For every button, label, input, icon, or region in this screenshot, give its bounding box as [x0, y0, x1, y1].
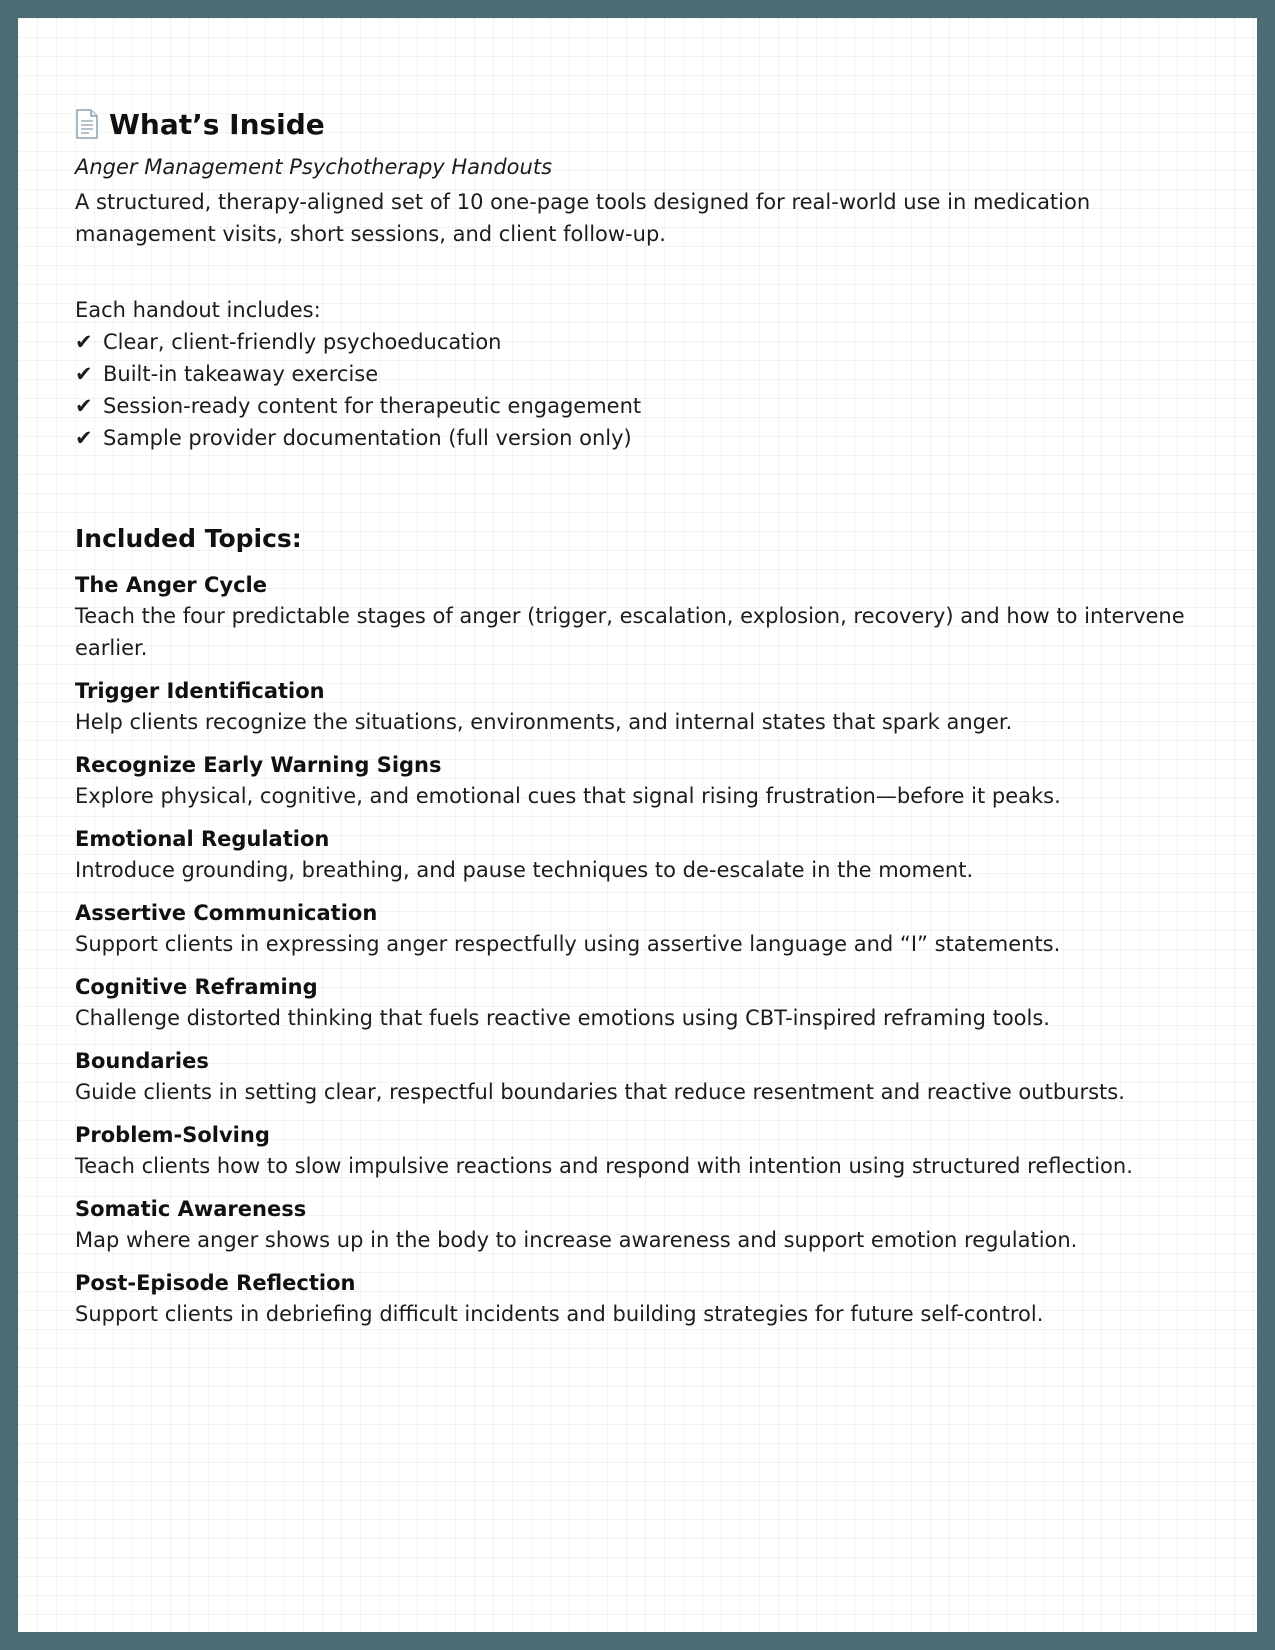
page-content [75, 104, 1205, 1330]
topic-item [75, 824, 1205, 886]
topic-name: Recognize Early Warning Signs [75, 753, 442, 777]
includes-item [75, 358, 1205, 390]
page-document-icon [75, 109, 99, 139]
topic-description: Support clients in expressing anger respectfully using assertive language and “I” statements. [75, 932, 1061, 956]
title-text: What’s Inside [109, 107, 325, 141]
document-subtitle: Anger Management Psychotherapy Handouts [75, 155, 553, 179]
includes-item [75, 390, 1205, 422]
topic-description: Map where anger shows up in the body to increase awareness and support emotion regulation. [75, 1228, 1078, 1252]
includes-item [75, 422, 1205, 454]
topic-item [75, 676, 1205, 738]
topic-description: Support clients in debriefing difficult incidents and building strategies for future self-control. [75, 1302, 1044, 1326]
topic-description: Guide clients in setting clear, respectful boundaries that reduce resentment and reactive outbursts. [75, 1080, 1125, 1104]
intro-paragraph: A structured, therapy-aligned set of 10 one-page tools designed for real-world use in medication management visits, short sessions, and client follow-up. [75, 190, 1091, 246]
page-title [75, 104, 1205, 144]
includes-item-text: Session-ready content for therapeutic engagement [103, 394, 642, 418]
topic-description: Introduce grounding, breathing, and pause techniques to de-escalate in the moment. [75, 858, 974, 882]
topics-list [75, 570, 1205, 1330]
check-mark-icon: ✔ [75, 362, 93, 386]
topic-description: Challenge distorted thinking that fuels reactive emotions using CBT-inspired reframing tools. [75, 1006, 1050, 1030]
topic-name: The Anger Cycle [75, 573, 267, 597]
topic-item [75, 1194, 1205, 1256]
topic-item [75, 750, 1205, 812]
topic-description: Teach the four predictable stages of anger (trigger, escalation, explosion, recovery) and how to intervene earlier. [75, 604, 1185, 660]
topic-name: Assertive Communication [75, 901, 378, 925]
topic-item [75, 1046, 1205, 1108]
topic-description: Teach clients how to slow impulsive reactions and respond with intention using structured reflection. [75, 1154, 1133, 1178]
topic-item [75, 898, 1205, 960]
includes-item-text: Sample provider documentation (full version only) [103, 426, 632, 450]
includes-item-text: Built-in takeaway exercise [103, 362, 379, 386]
topic-description: Help clients recognize the situations, environments, and internal states that spark anger. [75, 710, 1013, 734]
topic-name: Problem-Solving [75, 1123, 270, 1147]
check-mark-icon: ✔ [75, 394, 93, 418]
topic-item [75, 1120, 1205, 1182]
topic-name: Trigger Identification [75, 679, 325, 703]
includes-list [75, 326, 1205, 454]
topic-name: Somatic Awareness [75, 1197, 307, 1221]
document-page [18, 18, 1257, 1632]
topic-name: Emotional Regulation [75, 827, 330, 851]
topic-item [75, 570, 1205, 664]
topic-item [75, 972, 1205, 1034]
topic-item [75, 1268, 1205, 1330]
check-mark-icon: ✔ [75, 330, 93, 354]
includes-lead: Each handout includes: [75, 298, 321, 322]
check-mark-icon: ✔ [75, 426, 93, 450]
topics-heading: Included Topics: [75, 524, 302, 553]
topic-description: Explore physical, cognitive, and emotional cues that signal rising frustration—before it peaks. [75, 784, 1061, 808]
includes-item-text: Clear, client-friendly psychoeducation [103, 330, 502, 354]
topic-name: Boundaries [75, 1049, 209, 1073]
includes-item [75, 326, 1205, 358]
topic-name: Cognitive Reframing [75, 975, 318, 999]
topic-name: Post-Episode Reflection [75, 1271, 356, 1295]
